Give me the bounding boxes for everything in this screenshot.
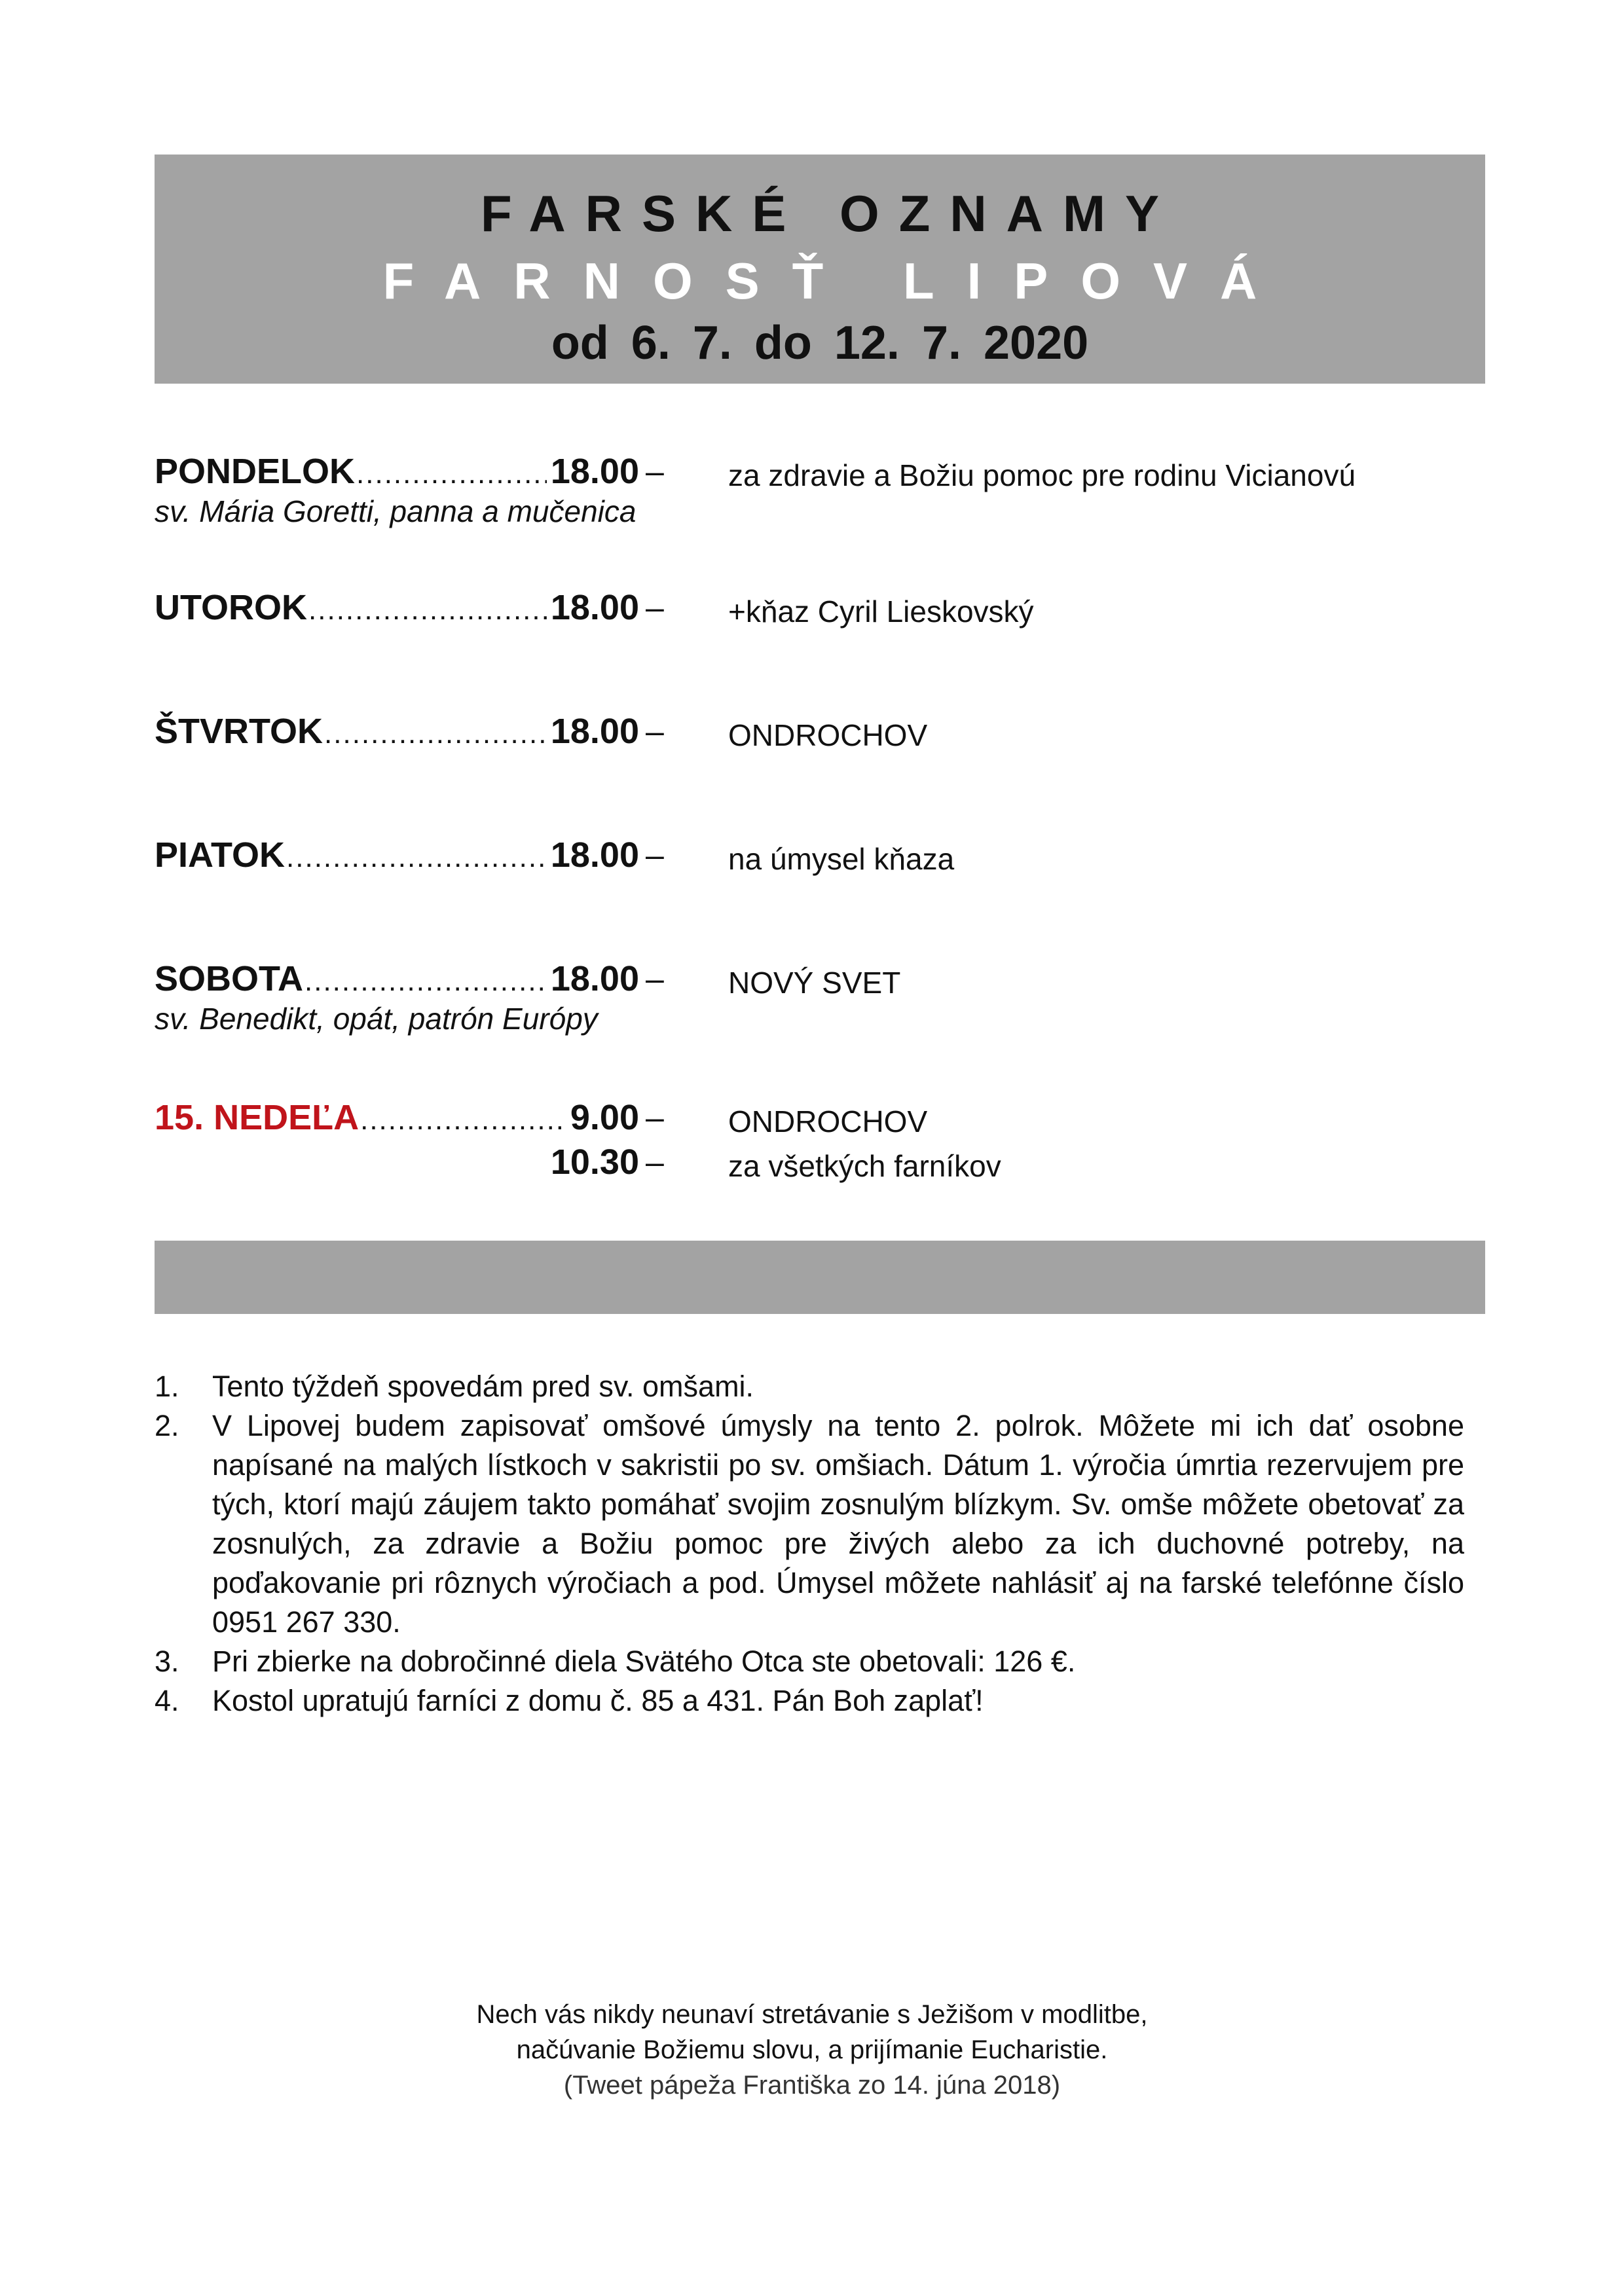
mass-intention: na úmysel kňaza <box>728 842 955 876</box>
dot-leader <box>286 831 547 884</box>
dash: – <box>646 453 664 490</box>
item-number: 1. <box>155 1370 179 1403</box>
mass-intention: ONDROCHOV <box>728 1104 928 1139</box>
saint-of-day: sv. Mária Goretti, panna a mučenica <box>155 494 637 528</box>
mass-intention: za všetkých farníkov <box>728 1149 1001 1183</box>
day-name: UTOROK <box>155 588 308 627</box>
item-number: 4. <box>155 1684 179 1717</box>
date-range: od 6. 7. do 12. 7. 2020 <box>551 317 1089 369</box>
mass-time: 18.00 <box>550 452 639 491</box>
dash: – <box>646 713 664 750</box>
mass-intention: +kňaz Cyril Lieskovský <box>728 594 1034 629</box>
mass-time: 18.00 <box>550 588 639 627</box>
item-text: Tento týždeň spovedám pred sv. omšami. <box>212 1370 754 1403</box>
announcement-item <box>155 1367 1464 1406</box>
announcement-item <box>155 1681 1464 1721</box>
announcement-item <box>155 1406 1464 1642</box>
day-name: PONDELOK <box>155 452 356 491</box>
announcements-list <box>155 1367 1464 1721</box>
item-text: Pri zbierke na dobročinné diela Svätého Otca ste obetovali: 126 €. <box>212 1645 1076 1678</box>
section-divider-band <box>155 1241 1485 1314</box>
day-name: PIATOK <box>155 835 286 875</box>
mass-time: 10.30 <box>550 1142 639 1182</box>
day-name: SOBOTA <box>155 959 303 998</box>
dot-leader <box>324 708 547 760</box>
mass-intention: za zdravie a Božiu pomoc pre rodinu Vicianovú <box>728 458 1356 492</box>
parish-name: FARNOSŤ LIPOVÁ <box>382 252 1290 310</box>
header-banner <box>155 155 1485 384</box>
mass-intention: ONDROCHOV <box>728 718 928 752</box>
dash: – <box>646 1099 664 1136</box>
dash: – <box>646 837 664 873</box>
dot-leader <box>308 584 547 636</box>
quote-source: (Tweet pápeža Františka zo 14. júna 2018) <box>563 2071 1061 2100</box>
quote-line: načúvanie Božiemu slovu, a prijímanie Eucharistie. <box>516 2035 1108 2064</box>
item-text: V Lipovej budem zapisovať omšové úmysly na tento 2. polrok. Môžete mi ich dať osobne napísané na malých lístkoch v sakristii po sv. omšiach. Dátum 1. výročia úmrtia rezervujem pre tých, ktorí majú záujem takto pomáhať svojim zosnulým blízkym. Sv. omše môžete obetovať za zosnulých, za zdravie a Božiu pomoc pre živých alebo za ich duchovné potreby, na poďakovanie pri rôznych výročiach a pod. Úmysel môžete nahlásiť aj na farské telefónne číslo 0951 267 330. <box>212 1409 1464 1639</box>
day-name: ŠTVRTOK <box>155 712 323 751</box>
item-number: 2. <box>155 1409 179 1442</box>
quote-line: Nech vás nikdy neunaví stretávanie s Ježišom v modlitbe, <box>476 2000 1148 2029</box>
item-text: Kostol upratujú farníci z domu č. 85 a 431. Pán Boh zaplať! <box>212 1684 984 1717</box>
item-number: 3. <box>155 1645 179 1678</box>
dash: – <box>646 589 664 626</box>
day-name: 15. NEDEĽA <box>155 1098 360 1137</box>
announcement-item <box>155 1642 1464 1681</box>
mass-time: 9.00 <box>570 1098 639 1137</box>
dash: – <box>646 960 664 997</box>
page-title: FARSKÉ OZNAMY <box>480 185 1179 242</box>
saint-of-day: sv. Benedikt, opát, patrón Európy <box>155 1002 598 1036</box>
mass-time: 18.00 <box>550 959 639 998</box>
dash: – <box>646 1144 664 1180</box>
mass-time: 18.00 <box>550 835 639 875</box>
mass-intention: NOVÝ SVET <box>728 966 901 1000</box>
closing-quote <box>0 1997 1624 2103</box>
mass-time: 18.00 <box>550 712 639 751</box>
